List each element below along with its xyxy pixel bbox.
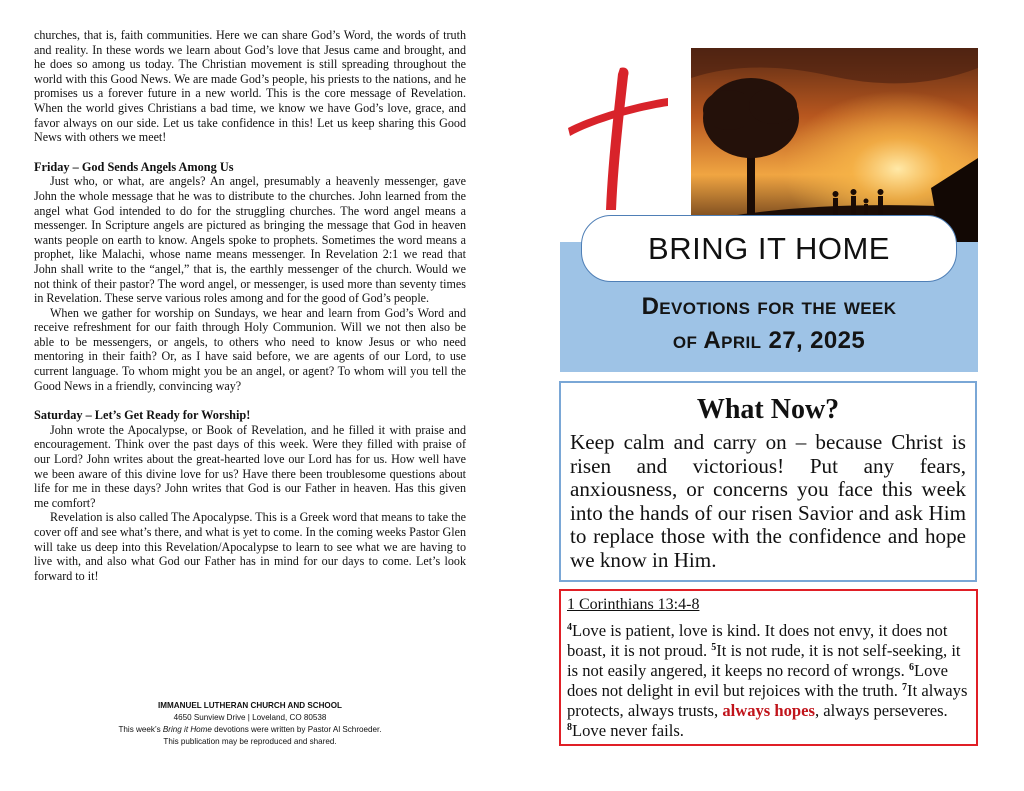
author-credit <box>34 724 466 736</box>
friday-paragraph-1: Just who, or what, are angels? An angel, presumably a heavenly messenger, gave John the whole message that he was to distribute to the churches. John learned from the angel what God intended to do for the struggling churches. The word angel means a messenger. In Scripture angels are pictured as bringing the message that God in heaven wants people on earth to know. Angels spoke to prophets. Sometimes the word means a prophet, like Malachi, whose name means messenger. In Revelation 2:1 we read that John shall write to the “angel,” that is, the earthly messenger of the church. Would we not think of their pastor? The word angel, or messenger, is used more than seventy times in Revelation. These serve various roles among and for the good of God’s people. <box>34 174 466 306</box>
church-name: IMMANUEL LUTHERAN CHURCH AND SCHOOL <box>158 701 342 710</box>
saturday-heading: Saturday – Let’s Get Ready for Worship! <box>34 408 251 423</box>
scripture-box <box>559 589 978 746</box>
reproduction-notice: This publication may be reproduced and shared. <box>163 737 337 746</box>
friday-heading: Friday – God Sends Angels Among Us <box>34 159 234 174</box>
spacer <box>34 393 466 408</box>
verse-number: 8 <box>567 722 572 733</box>
saturday-paragraph-2: Revelation is also called The Apocalypse. This is a Greek word that means to take the cover off and see what’s there, and what is yet to come. In the coming weeks Pastor Glen will take us deep into this Revelation/Apocalypse to learn to see what we are having to live with, and also what God our Father has in mind for our days to come. Let’s look forward to it! <box>34 510 466 583</box>
page-title: BRING IT HOME <box>648 230 890 266</box>
verse-number: 5 <box>711 642 717 653</box>
verse-number: 6 <box>908 662 914 673</box>
scripture-reference: 1 Corinthians 13:4-8 <box>567 596 700 613</box>
scripture-passage <box>567 621 969 741</box>
credit-prefix: This week’s <box>118 725 163 734</box>
verse-7-end: , always perseveres. <box>814 701 948 720</box>
verse-number: 4 <box>567 622 572 633</box>
church-footer <box>34 700 466 748</box>
spacer <box>34 145 466 160</box>
credit-title: Bring it Home <box>162 725 212 734</box>
what-now-box <box>559 381 977 582</box>
what-now-body: Keep calm and carry on – because Christ is risen and victorious! Put any fears, anxiousness, or concerns you face this week into the hands of our risen Savior and ask Him to replace those with the confidence and hope we know in Him. <box>570 430 966 572</box>
sunset-family-photo <box>691 48 978 243</box>
friday-paragraph-2: When we gather for worship on Sundays, we hear and learn from God’s Word and receive refreshment for our faith through Holy Communion. Will we not then also be able to be messengers, or angels, to others who need to know Jesus or who need mentoring in their faith? Or, as I have said before, we are agents of our Lord, to use current language. To whom might you be an angel, or agent? To whom will you tell the Good News in a friendly, convincing way? <box>34 305 466 393</box>
red-cross-logo <box>560 62 670 212</box>
subtitle-line-2: of April 27, 2025 <box>672 327 866 354</box>
saturday-paragraph-1: John wrote the Apocalypse, or Book of Revelation, and he filled it with praise and encouragement. Think over the past days of this week. Were they filled with praise of our Lord? John writes about the great-hearted love our Lord has for us. How well have we been aware of this divine love for us? Have there been troublesome questions about life for me in these days? John writes that God is our Father in heaven. Has this given me comfort? <box>34 422 466 510</box>
devotion-text-column <box>34 28 466 583</box>
verse-4: Love is patient, love is kind. It does not envy, it does not boast, it is not proud. <box>567 621 948 660</box>
title-banner <box>581 215 957 282</box>
verse-7-highlight: always hopes <box>722 701 815 720</box>
verse-6: Love does not delight in evil but rejoices with the truth. <box>567 661 949 700</box>
intro-paragraph: churches, that is, faith communities. Here we can share God’s Word, the words of truth and reality. In these words we learn about God’s love that Jesus came and brought, and he does so among us today. The Christian movement is still spreading throughout the world with this Good News. We are made God’s people, his priests to the nations, and he promises us a forever future in a new world. This is the core message of Revelation. When the world gives Christians a bad time, we know we have God’s love, grace, and favor always on our side. Let us take confidence in this! Let us keep sharing this Good News with others we meet! <box>34 28 466 145</box>
devotions-subtitle <box>560 290 978 358</box>
verse-8: Love never fails. <box>572 721 684 740</box>
church-address: 4650 Sunview Drive | Loveland, CO 80538 <box>173 713 327 722</box>
verse-5: It is not rude, it is not self-seeking, it is not easily angered, it keeps no record of wrongs. <box>567 641 961 680</box>
verse-7: It always protects, always trusts, <box>567 681 968 720</box>
what-now-heading: What Now? <box>696 394 840 425</box>
verse-number: 7 <box>902 682 908 693</box>
credit-suffix: devotions were written by Pastor Al Schroeder. <box>211 725 382 734</box>
subtitle-line-1: Devotions for the week <box>641 293 897 320</box>
